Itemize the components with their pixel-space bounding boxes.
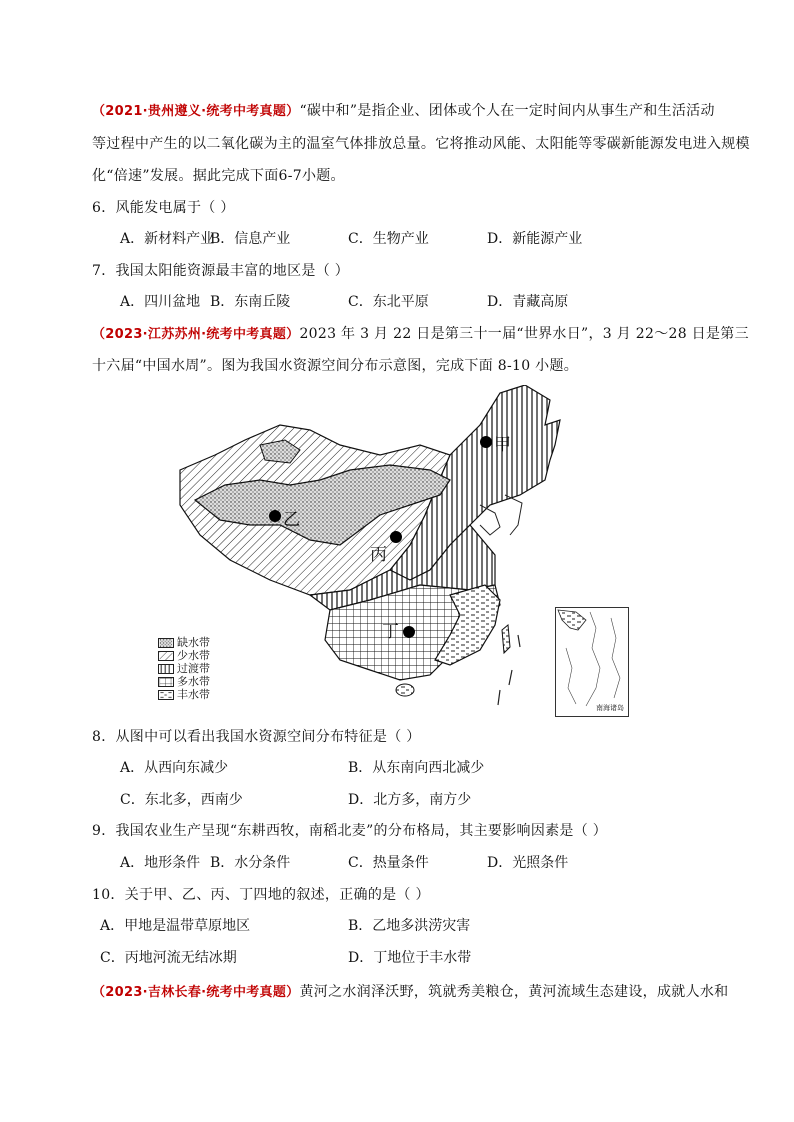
q9-stem: 9．我国农业生产呈现“东耕西牧，南稻北麦”的分布格局，其主要影响因素是（ ） [92,823,608,839]
legend-abundant [158,688,210,701]
legend-label-less: 少水带 [177,649,210,662]
q8-option-b[interactable]: B．从东南向西北减少 [348,760,485,776]
taiwan-island [502,625,510,653]
passage3-line1 [92,982,728,1003]
point-yi-label: 乙 [283,510,300,530]
point-bing-marker [390,531,402,543]
legend-transition [158,662,210,675]
point-jia-label: 甲 [494,435,511,455]
legend-label-much: 多水带 [177,675,210,688]
q8-stem: 8．从图中可以看出我国水资源空间分布特征是（ ） [92,729,421,745]
legend-label-abundant: 丰水带 [177,688,210,701]
q7-stem: 7．我国太阳能资源最丰富的地区是（ ） [92,263,350,279]
legend-swatch-dashes [158,690,174,700]
legend-swatch-vertical [158,664,174,674]
q7-option-a[interactable]: A．四川盆地 [120,294,201,310]
point-jia-marker [480,436,492,448]
legend-dry [158,636,210,649]
inset-label: 南海诸岛 [596,704,624,712]
q6-stem: 6．风能发电属于（ ） [92,200,235,216]
passage2-line1 [92,324,749,345]
passage1-line3: 化“倍速”发展。据此完成下面6-7小题。 [92,168,345,184]
q10-stem: 10．关于甲、乙、丙、丁四地的叙述，正确的是（ ） [92,887,430,903]
point-ding-label: 丁 [382,622,399,642]
passage3-source: （2023·吉林长春·统考中考真题） [92,985,300,1000]
passage2-source: （2023·江苏苏州·统考中考真题） [92,327,300,342]
passage1-line2: 等过程中产生的以二氧化碳为主的温室气体排放总量。它将推动风能、太阳能等零碳新能源发电进入规模 [92,136,750,152]
passage2-line2: 十六届“中国水周”。图为我国水资源空间分布示意图，完成下面 8-10 小题。 [92,358,579,374]
q7-option-c[interactable]: C．东北平原 [348,294,429,310]
legend-swatch-diagonal [158,651,174,661]
point-yi-marker [269,510,281,522]
q10-option-d[interactable]: D．丁地位于丰水带 [348,950,472,966]
q7-option-b[interactable]: B．东南丘陵 [210,294,291,310]
legend-label-transition: 过渡带 [177,662,210,675]
q6-option-a[interactable]: A．新材料产业 [120,231,215,247]
q8-option-d[interactable]: D．北方多，南方少 [348,792,472,808]
q7-option-d[interactable]: D．青藏高原 [487,294,569,310]
hainan-island [396,684,414,696]
passage1-text1: “碳中和”是指企业、团体或个人在一定时间内从事生产和生活活动 [299,103,715,119]
q8-option-c[interactable]: C．东北多，西南少 [120,792,243,808]
q10-option-a[interactable]: A．甲地是温带草原地区 [100,918,251,934]
inset-map [556,608,628,716]
south-china-sea-inset [555,607,629,717]
q9-option-b[interactable]: B．水分条件 [210,855,291,871]
q9-option-d[interactable]: D．光照条件 [487,855,569,871]
q10-option-b[interactable]: B．乙地多洪涝灾害 [348,918,471,934]
legend-less [158,649,210,662]
map-legend [158,636,210,701]
point-bing-label: 丙 [370,545,387,565]
q9-option-a[interactable]: A．地形条件 [120,855,201,871]
passage2-text1: 2023 年 3 月 22 日是第三十一届“世界水日”，3 月 22～28 日是第三 [299,326,749,342]
legend-swatch-dots [158,638,174,648]
passage3-text1: 黄河之水润泽沃野，筑就秀美粮仓，黄河流域生态建设，成就人水和 [299,984,729,1000]
q9-option-c[interactable]: C．热量条件 [348,855,429,871]
q10-option-c[interactable]: C．丙地河流无结冰期 [100,950,237,966]
q8-option-a[interactable]: A．从西向东减少 [120,760,229,776]
legend-label-dry: 缺水带 [177,636,210,649]
passage1-source: （2021·贵州遵义·统考中考真题） [92,104,300,119]
q6-option-d[interactable]: D．新能源产业 [487,231,583,247]
passage1-line1 [92,101,715,122]
q6-option-b[interactable]: B．信息产业 [210,231,291,247]
legend-swatch-grid [158,677,174,687]
point-ding-marker [403,626,415,638]
q6-option-c[interactable]: C．生物产业 [348,231,429,247]
legend-much [158,675,210,688]
